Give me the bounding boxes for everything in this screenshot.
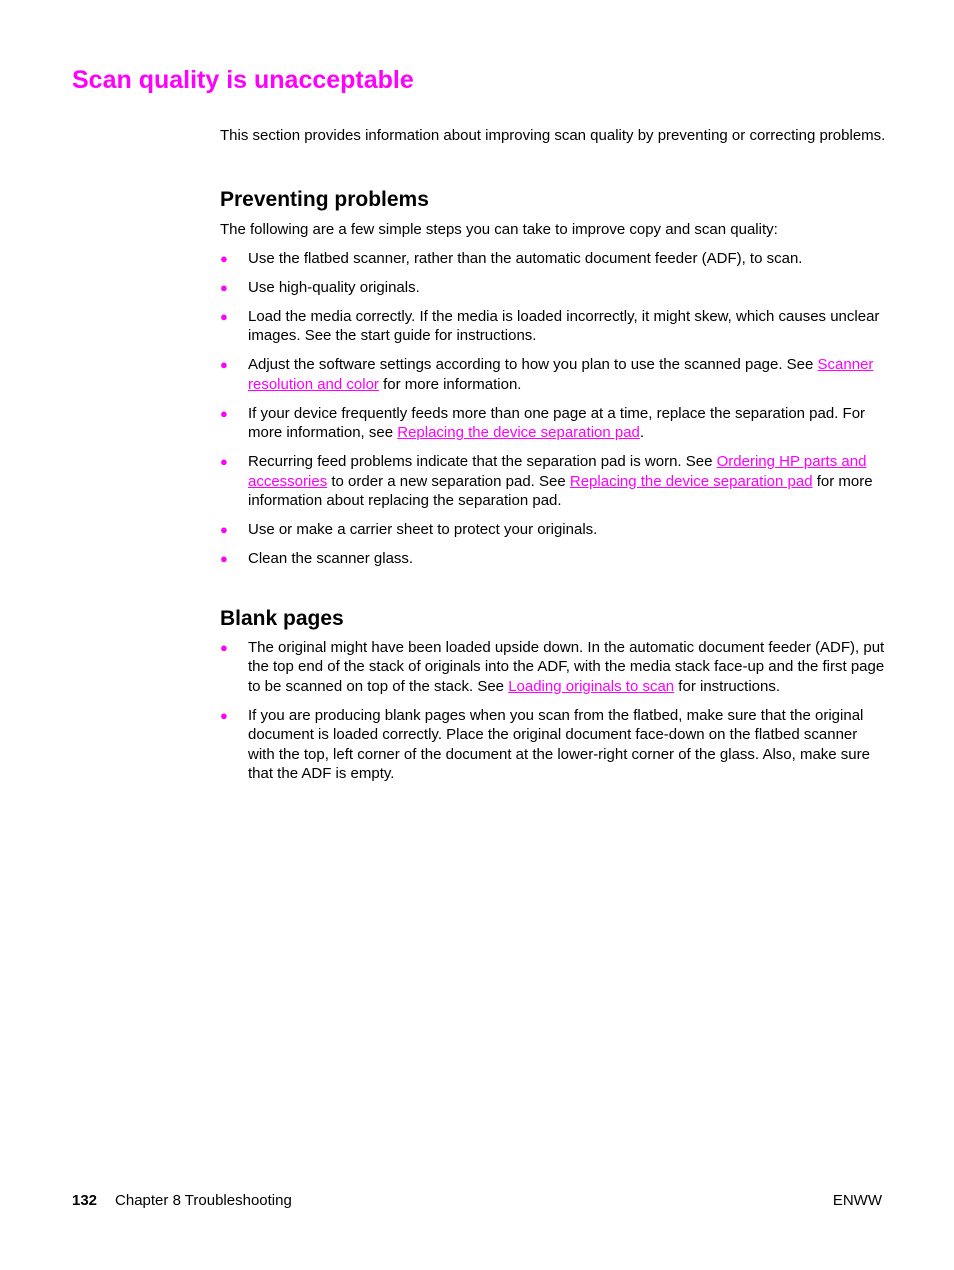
list-item-text: The original might have been loaded upside down. In the automatic document feeder (ADF), put the top end of the stack of originals into the ADF, with the media stack face-up and the first page to be scanned on top of the stack. See: [248, 638, 885, 695]
blank-pages-heading: Blank pages: [220, 606, 344, 630]
list-item: [220, 706, 886, 784]
bullet-icon: ●: [220, 250, 228, 266]
link-replacing-separation-pad[interactable]: Replacing the device separation pad: [397, 424, 640, 441]
list-item: [220, 249, 886, 269]
list-item-text: for instructions.: [674, 677, 781, 695]
list-item-text: for more information about replacing the separation pad.: [248, 472, 873, 509]
list-item: [220, 307, 886, 346]
preventing-lead: The following are a few simple steps you can take to improve copy and scan quality:: [220, 220, 778, 238]
list-item-text: Use or make a carrier sheet to protect your originals.: [248, 521, 598, 538]
list-item: [220, 278, 886, 298]
bullet-icon: ●: [220, 639, 228, 655]
list-item: [220, 549, 886, 569]
page-title: Scan quality is unacceptable: [72, 66, 414, 94]
list-item-text: If your device frequently feeds more than one page at a time, replace the separation pad. For more information, see: [248, 404, 866, 441]
bullet-icon: ●: [220, 522, 228, 537]
link-replacing-separation-pad[interactable]: Replacing the device separation pad: [569, 472, 813, 490]
preventing-list: [220, 249, 886, 569]
bullet-icon: ●: [220, 454, 228, 469]
list-item: [220, 355, 886, 394]
page-footer: [72, 1191, 882, 1211]
bullet-icon: ●: [220, 707, 228, 723]
link-ordering-hp-parts[interactable]: Ordering HP parts and accessories: [248, 453, 867, 490]
list-item: [220, 520, 886, 540]
link-scanner-resolution[interactable]: Scanner resolution and color: [248, 356, 874, 393]
list-item: [220, 452, 886, 511]
bullet-icon: ●: [220, 279, 228, 295]
list-item-text: Load the media correctly. If the media is loaded incorrectly, it might skew, which causes unclear images. See the start guide for instructions.: [248, 307, 880, 344]
page-number: 132: [72, 1192, 98, 1209]
list-item: [220, 404, 886, 443]
list-item-text: Clean the scanner glass.: [248, 550, 414, 567]
preventing-problems-heading: Preventing problems: [220, 187, 429, 211]
footer-code: ENWW: [832, 1192, 882, 1209]
list-item-text: for more information.: [378, 375, 522, 393]
bullet-icon: ●: [220, 308, 228, 324]
list-item: [220, 638, 886, 697]
chapter-label: Chapter 8 Troubleshooting: [115, 1192, 292, 1209]
main-content: [220, 126, 886, 784]
list-item-text: Use the flatbed scanner, rather than the automatic document feeder (ADF), to scan.: [248, 249, 803, 267]
bullet-icon: ●: [220, 357, 228, 372]
list-item-text: Use high-quality originals.: [248, 278, 420, 296]
bullet-icon: ●: [220, 405, 228, 421]
list-item-text: If you are producing blank pages when you scan from the flatbed, make sure that the original document is loaded correctly. Place the original document face-down on the flatbed scanner with the top, left corner of the document at the lower-right corner of the glass. Also, make sure that the ADF is empty.: [248, 706, 870, 782]
intro-paragraph: This section provides information about improving scan quality by preventing or correcting problems.: [220, 127, 886, 144]
blank-pages-list: [220, 638, 886, 784]
list-item-text: .: [639, 424, 645, 441]
link-loading-originals[interactable]: Loading originals to scan: [508, 677, 675, 695]
bullet-icon: ●: [220, 551, 228, 566]
list-item-text: to order a new separation pad. See: [327, 472, 570, 490]
list-item-text: Recurring feed problems indicate that the separation pad is worn. See: [248, 453, 717, 470]
list-item-text: Adjust the software settings according to how you plan to use the scanned page. See: [248, 356, 818, 373]
